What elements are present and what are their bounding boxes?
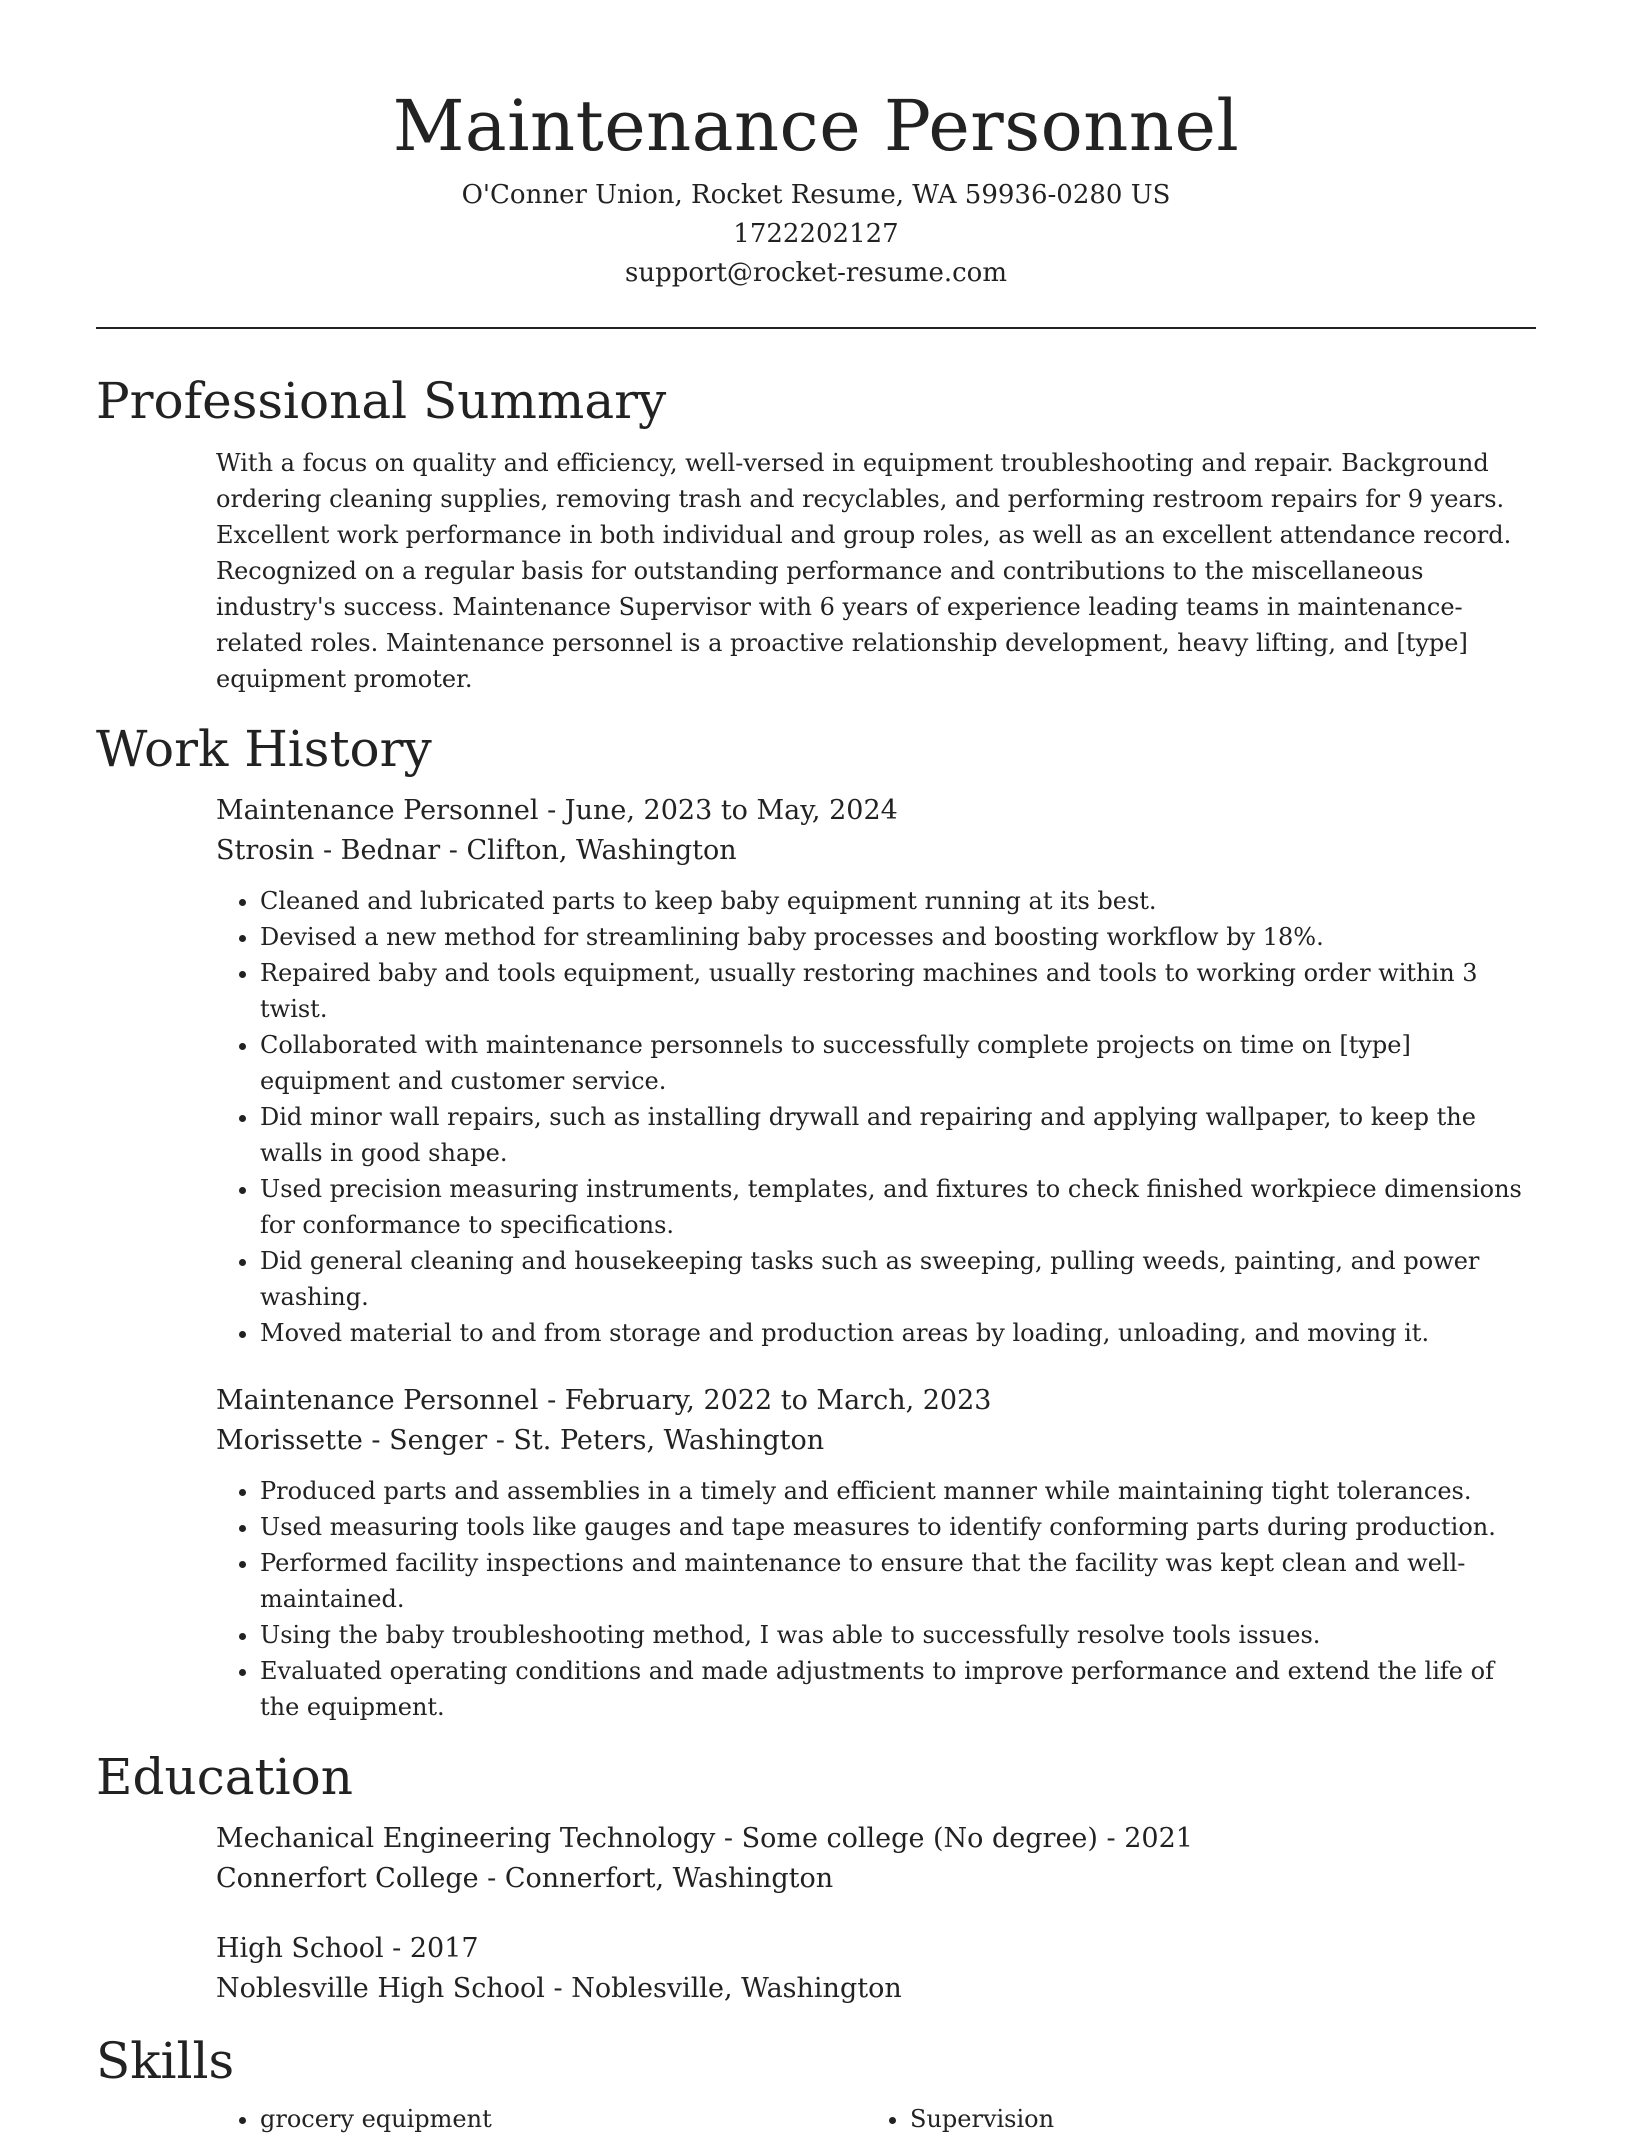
education-year: - 2017 — [383, 1933, 479, 1964]
job-entry — [216, 791, 1536, 1351]
list-item: • Cleaned and lubricated parts to keep baby equipment running at its best. — [260, 883, 1536, 919]
education-entry — [216, 1819, 1536, 1899]
job-bullets — [216, 1473, 1536, 1725]
job-dates: - June, 2023 to May, 2024 — [538, 795, 898, 826]
summary-text: With a focus on quality and efficiency, well-versed in equipment troubleshooting and repair. Background ordering cleaning supplies, removing trash and recyclables, and performing restroom repairs for 9 years. Excellent work performance in both individual and group roles, as well as an excellent attendance record. Recognized on a regular basis for outstanding performance and contributions to the miscellaneous industry's success. Maintenance Supervisor with 6 years of experience leading teams in maintenance-related roles. Maintenance personnel is a proactive relationship development, heavy lifting, and [type] equipment promoter. — [216, 449, 1512, 693]
list-item: • Evaluated operating conditions and made adjustments to improve performance and extend the life of the equipment. — [260, 1653, 1536, 1725]
list-item: • Repaired baby and tools equipment, usually restoring machines and tools to working order within 3 twist. — [260, 955, 1536, 1027]
list-item: • Collaborated with maintenance personnels to successfully complete projects on time on [type] equipment and customer service. — [260, 1027, 1536, 1099]
job-company: Strosin - Bednar — [216, 835, 441, 866]
education-entry — [216, 1929, 1536, 2009]
job-company: Morissette - Senger — [216, 1425, 488, 1456]
job-role: Maintenance Personnel — [216, 1385, 539, 1416]
job-entry — [216, 1381, 1536, 1725]
skills-column-right — [866, 2101, 1516, 2137]
work-history-heading: Work History — [96, 720, 432, 778]
education-heading: Education — [96, 1748, 353, 1806]
education-degree-line — [216, 1929, 1536, 1969]
resume-name: Maintenance Personnel — [392, 85, 1240, 167]
job-location: - St. Peters, Washington — [487, 1425, 825, 1456]
job-title-line — [216, 791, 1536, 831]
list-item: • Moved material to and from storage and production areas by loading, unloading, and moving it. — [260, 1315, 1536, 1351]
summary-heading: Professional Summary — [96, 372, 667, 430]
resume-page — [96, 0, 1536, 2137]
contact-email: support@rocket-resume.com — [624, 258, 1007, 288]
education-year: - 2021 — [1097, 1823, 1193, 1854]
skill-item: • Supervision — [910, 2101, 1516, 2137]
contact-phone: 1722202127 — [733, 219, 899, 249]
education-location: - Connerfort, Washington — [478, 1863, 834, 1894]
education-school: Connerfort College — [216, 1863, 479, 1894]
job-dates: - February, 2022 to March, 2023 — [538, 1385, 992, 1416]
list-item: • Used precision measuring instruments, templates, and fixtures to check finished workpiece dimensions for conformance to specifications. — [260, 1171, 1536, 1243]
job-bullets — [216, 883, 1536, 1351]
list-item: • Produced parts and assemblies in a timely and efficient manner while maintaining tight tolerances. — [260, 1473, 1536, 1509]
list-item: • Devised a new method for streamlining baby processes and boosting workflow by 18%. — [260, 919, 1536, 955]
list-item: • Performed facility inspections and maintenance to ensure that the facility was kept clean and well-maintained. — [260, 1545, 1536, 1617]
job-location: - Clifton, Washington — [440, 835, 737, 866]
job-company-line — [216, 831, 1536, 871]
education-school-line — [216, 1859, 1536, 1899]
contact-block — [96, 176, 1536, 293]
education-school-line — [216, 1969, 1536, 2009]
education-degree: High School — [216, 1933, 384, 1964]
skills-column-left — [216, 2101, 866, 2137]
education-school: Noblesville High School — [216, 1973, 545, 2004]
contact-address: O'Conner Union, Rocket Resume, WA 59936-0280 US — [461, 180, 1171, 210]
skills-list — [216, 2101, 1536, 2137]
list-item: • Did general cleaning and housekeeping tasks such as sweeping, pulling weeds, painting, and power washing. — [260, 1243, 1536, 1315]
list-item: • Did minor wall repairs, such as installing drywall and repairing and applying wallpaper, to keep the walls in good shape. — [260, 1099, 1536, 1171]
list-item: • Using the baby troubleshooting method, I was able to successfully resolve tools issues. — [260, 1617, 1536, 1653]
skills-heading: Skills — [96, 2032, 235, 2090]
job-title-line — [216, 1381, 1536, 1421]
job-role: Maintenance Personnel — [216, 795, 539, 826]
job-company-line — [216, 1421, 1536, 1461]
education-degree: Mechanical Engineering Technology - Some college (No degree) — [216, 1823, 1098, 1854]
education-degree-line — [216, 1819, 1536, 1859]
list-item: • Used measuring tools like gauges and tape measures to identify conforming parts during production. — [260, 1509, 1536, 1545]
education-location: - Noblesville, Washington — [544, 1973, 902, 2004]
header-divider — [96, 327, 1536, 329]
skill-item: • grocery equipment — [260, 2101, 866, 2137]
